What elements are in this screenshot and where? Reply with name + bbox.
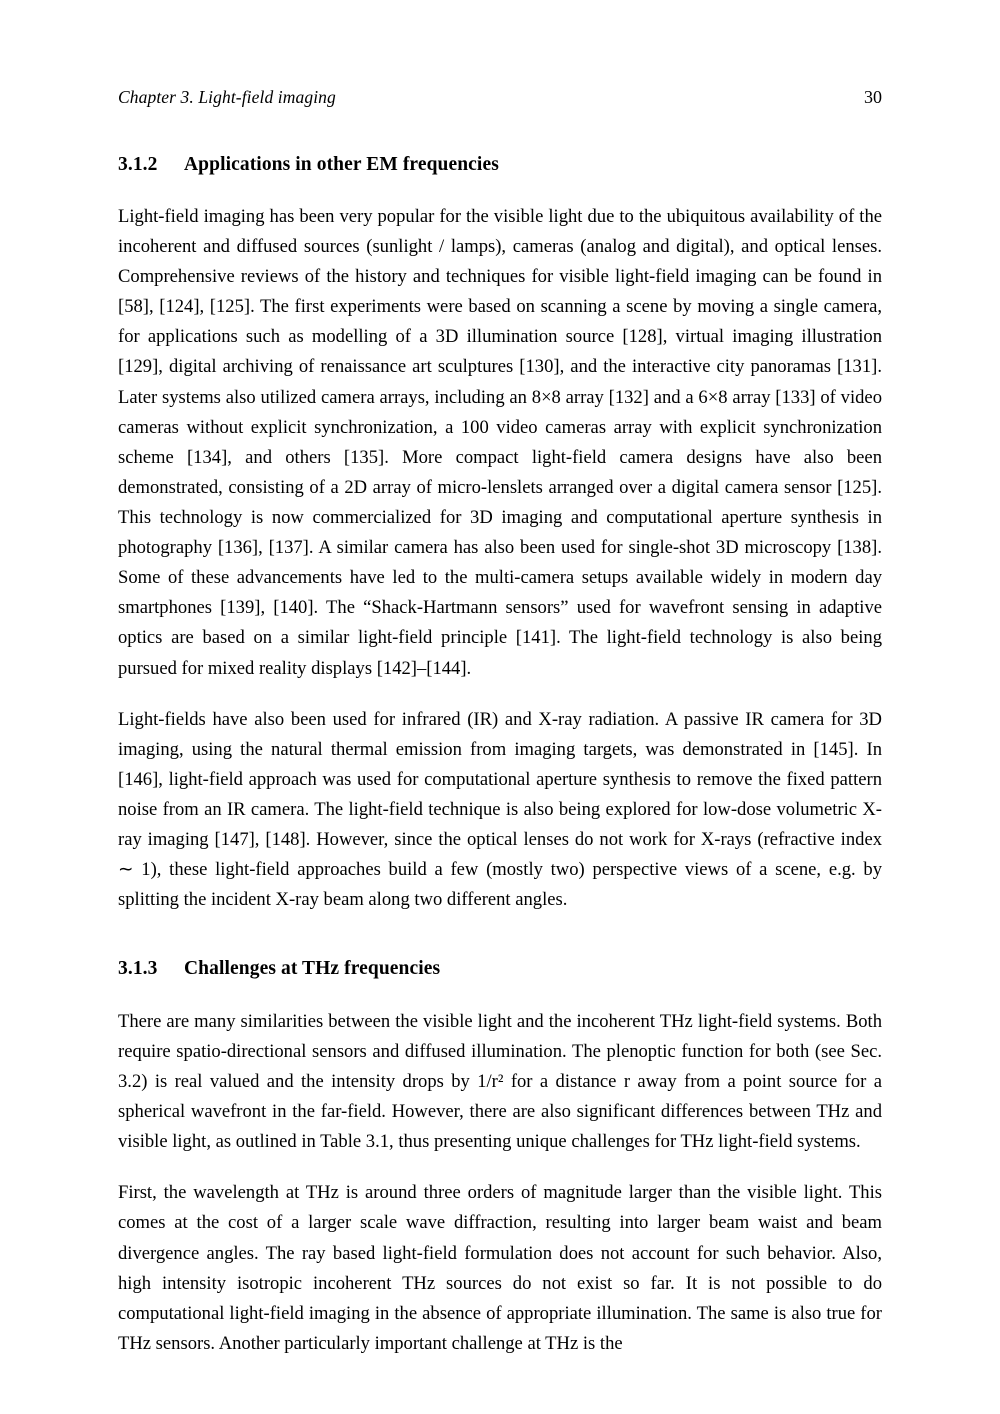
section-number: 3.1.2: [118, 153, 158, 175]
section-number: 3.1.3: [118, 958, 158, 980]
paragraph: Light-fields have also been used for infrared (IR) and X-ray radiation. A passive IR camera for 3D imaging, using the natural thermal emission from imaging targets, was demonstrated in [145]. In [146], light-field approach was used for computational aperture synthesis to remove the fixed pattern noise from an IR camera. The light-field technique is also being explored for low-dose volumetric X-ray imaging [147], [148]. However, since the optical lenses do not work for X-rays (refractive index ∼ 1), these light-field approaches build a few (mostly two) perspective views of a scene, e.g. by splitting the incident X-ray beam along two different angles.: [118, 708, 882, 911]
section-heading-3-1-3: [118, 957, 882, 980]
paragraph: Light-field imaging has been very popular for the visible light due to the ubiquitous availability of the incoherent and diffused sources (sunlight / lamps), cameras (analog and digital), and optical lenses. Comprehensive reviews of the history and techniques for visible light-field imaging can be found in [58], [124], [125]. The first experiments were based on scanning a scene by moving a single camera, for applications such as modelling of a 3D illumination source [128], virtual imaging illustration [129], digital archiving of renaissance art sculptures [130], and the interactive city panoramas [131]. Later systems also utilized camera arrays, including an 8×8 array [132] and a 6×8 array [133] of video cameras without explicit synchronization, a 100 video cameras array with explicit synchronization scheme [134], and others [135]. More compact light-field camera designs have also been demonstrated, consisting of a 2D array of micro-lenslets arranged over a digital camera sensor [125]. This technology is now commercialized for 3D imaging and computational aperture synthesis in photography [136], [137]. A similar camera has also been used for single-shot 3D microscopy [138]. Some of these advancements have led to the multi-camera setups available widely in modern day smartphones [139], [140]. The “Shack-Hartmann sensors” used for wavefront sensing in adaptive optics are based on a similar light-field principle [141]. The light-field technology is also being pursued for mixed reality displays [142]–[144].: [118, 205, 882, 679]
page-number: 30: [864, 87, 882, 107]
paragraph: There are many similarities between the visible light and the incoherent THz light-field systems. Both require spatio-directional sensors and diffused illumination. The plenoptic function for both (see Sec. 3.2) is real valued and the intensity drops by 1/r² for a distance r away from a point source for a spherical wavefront in the far-field. However, there are also significant differences between THz and visible light, as outlined in Table 3.1, thus presenting unique challenges for THz light-field systems.: [118, 1010, 882, 1153]
section-title: Challenges at THz frequencies: [184, 958, 441, 980]
running-header-chapter: Chapter 3. Light-field imaging: [118, 87, 336, 107]
running-header: [118, 88, 882, 107]
paragraph: First, the wavelength at THz is around three orders of magnitude larger than the visible light. This comes at the cost of a larger scale wave diffraction, resulting into larger beam waist and beam divergence angles. The ray based light-field formulation does not account for such behavior. Also, high intensity isotropic incoherent THz sources do not exist so far. It is not possible to do computational light-field imaging in the absence of appropriate illumination. The same is also true for THz sensors. Another particularly important challenge at THz is the: [118, 1182, 882, 1354]
section-heading-3-1-2: [118, 153, 882, 176]
section-title: Applications in other EM frequencies: [184, 153, 499, 175]
